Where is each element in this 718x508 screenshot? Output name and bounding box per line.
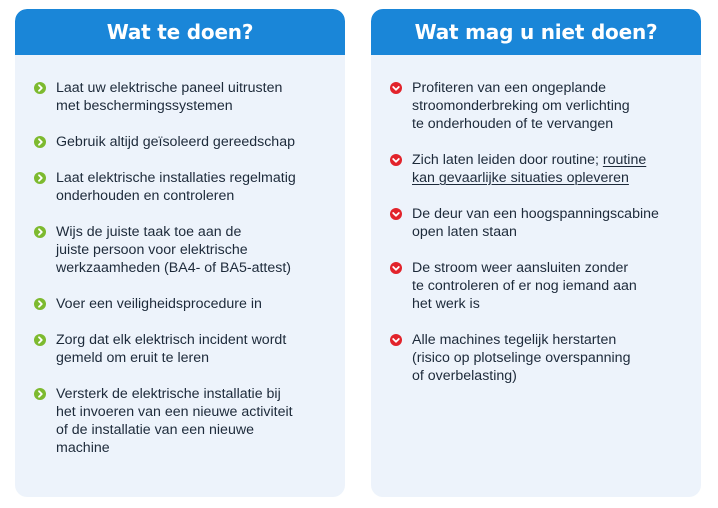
- list-item-text: Versterk de elektrische installatie bij het invoeren van een nieuwe activiteit of de installatie van een nieuwe machine: [56, 386, 293, 456]
- list-item: [390, 331, 687, 385]
- list-item: [390, 79, 687, 133]
- chevron-down-icon: [390, 334, 402, 346]
- list-item-text: Gebruik altijd geïsoleerd gereedschap: [56, 134, 295, 150]
- list-item: [34, 385, 331, 457]
- list-item-text-part: Zich laten leiden door routine;: [412, 152, 603, 168]
- chevron-right-icon: [34, 82, 46, 94]
- list-item: [34, 223, 331, 277]
- list-item: [34, 295, 331, 313]
- chevron-right-icon: [34, 334, 46, 346]
- list-item-text: De stroom weer aansluiten zonder te controleren of er nog iemand aan het werk is: [412, 260, 637, 312]
- chevron-right-icon: [34, 172, 46, 184]
- chevron-down-icon: [390, 262, 402, 274]
- list-item-text: Zorg dat elk elektrisch incident wordt gemeld om eruit te leren: [56, 332, 287, 366]
- list-item-text: Voer een veiligheidsprocedure in: [56, 296, 262, 312]
- chevron-down-icon: [390, 208, 402, 220]
- list-item-text: Alle machines tegelijk herstarten (risico op plotselinge overspanning of overbelasting): [412, 332, 631, 384]
- list-item-text: [412, 151, 646, 187]
- do-list: [15, 55, 345, 457]
- underlined-text: routine kan gevaarlijke situaties opleveren: [412, 152, 647, 186]
- chevron-right-icon: [34, 226, 46, 238]
- list-item-text: Profiteren van een ongeplande stroomonderbreking om verlichting te onderhouden of te vervangen: [412, 80, 630, 132]
- list-item-text: De deur van een hoogspanningscabine open laten staan: [412, 206, 659, 240]
- chevron-down-icon: [390, 154, 402, 166]
- dont-panel: [371, 9, 701, 497]
- chevron-down-icon: [390, 82, 402, 94]
- do-panel-header: [15, 9, 345, 55]
- list-item: [34, 133, 331, 151]
- chevron-right-icon: [34, 388, 46, 400]
- dont-panel-header: [371, 9, 701, 55]
- list-item-text: Wijs de juiste taak toe aan de juiste persoon voor elektrische werkzaamheden (BA4- of BA5-attest): [56, 224, 291, 276]
- dont-list: [371, 55, 701, 385]
- list-item: [34, 331, 331, 367]
- do-panel-title: Wat te doen?: [106, 20, 254, 44]
- do-panel: [15, 9, 345, 497]
- dont-panel-title: Wat mag u niet doen?: [414, 20, 658, 44]
- list-item: [390, 151, 687, 187]
- list-item-text: Laat uw elektrische paneel uitrusten met beschermingssystemen: [56, 80, 283, 114]
- list-item-text: Laat elektrische installaties regelmatig onderhouden en controleren: [56, 170, 296, 204]
- list-item: [34, 79, 331, 115]
- chevron-right-icon: [34, 136, 46, 148]
- list-item: [390, 205, 687, 241]
- chevron-right-icon: [34, 298, 46, 310]
- list-item: [34, 169, 331, 205]
- list-item: [390, 259, 687, 313]
